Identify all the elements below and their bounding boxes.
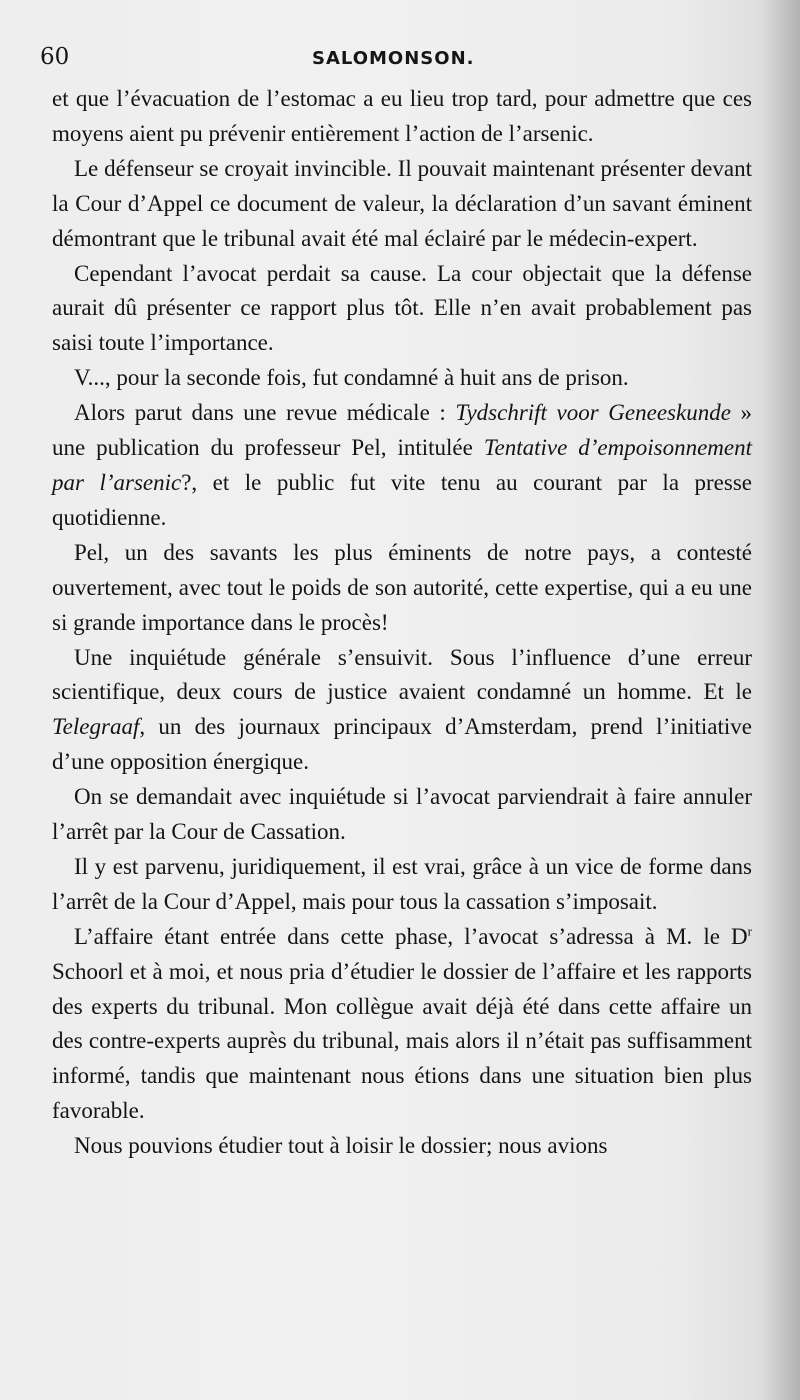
text-run: ?, et le public fut vite tenu au courant par la presse quotidienne. (52, 469, 752, 530)
text-run: Cependant l’avocat perdait sa cause. La cour objectait que la défense aurait dû présenter ce rapport plus tôt. Elle n’en avait probablement pas saisi toute l’importance. (52, 260, 752, 356)
italic-text: Tentative d’empoisonnement par l’arsenic (52, 435, 752, 495)
text-run: Il y est parvenu, juridiquement, il est vrai, grâce à un vice de forme dans l’arrêt de la Cour d’Appel, mais pour tous la cassation s’imposait. (52, 853, 752, 914)
paragraph-p11 (52, 1129, 752, 1164)
text-run: Nous pouvions étudier tout à loisir le dossier; nous avions (74, 1133, 608, 1159)
paragraph-p7 (52, 641, 752, 781)
text-run: Une inquiétude générale s’ensuivit. Sous l’influence d’une erreur scientifique, deux cours de justice avaient condamné un homme. Et le (52, 644, 752, 705)
text-run: » une publication du professeur Pel, intitulée (52, 400, 752, 461)
paragraph-p10 (52, 920, 752, 1129)
paragraph-p6 (52, 536, 752, 641)
paragraph-p9 (52, 850, 752, 920)
text-run: Pel, un des savants les plus éminents de notre pays, a contesté ouvertement, avec tout le poids de son autorité, cette expertise, qui a eu une si grande importance dans le procès! (52, 539, 752, 635)
text-run: et que l’évacuation de l’estomac a eu lieu trop tard, pour admettre que ces moyens aient pu prévenir entièrement l’action de l’arsenic. (52, 86, 752, 146)
running-title: SALOMONSON. (312, 48, 475, 69)
italic-text: Tydschrift voor Geneeskunde (455, 400, 731, 426)
paragraph-p2 (52, 152, 752, 257)
paragraph-p5 (52, 396, 752, 536)
paragraph-p4 (52, 361, 752, 396)
page-header (40, 44, 740, 76)
body-text (52, 82, 752, 1164)
text-run: , un des journaux principaux d’Amsterdam, prend l’initiative d’une opposition énergique. (52, 714, 752, 775)
text-run: Alors parut dans une revue médicale : (74, 400, 456, 426)
page-gutter-shadow (760, 0, 800, 1400)
text-run: V..., pour la seconde fois, fut condamné à huit ans de prison. (74, 365, 629, 391)
italic-text: Telegraaf (52, 714, 140, 740)
text-run: Schoorl et à moi, et nous pria d’étudier le dossier de l’affaire et les rapports des experts du tribunal. Mon collègue avait déjà été dans cette affaire un des contre-experts auprès du tribunal, mais alors il n’était pas suffisamment informé, tandis que maintenant nous étions dans une situation bien plus favorable. (52, 958, 752, 1124)
paragraph-p8 (52, 780, 752, 850)
text-run: Le défenseur se croyait invincible. Il pouvait maintenant présenter devant la Cour d’Appel ce document de valeur, la déclaration d’un savant éminent démontrant que le tribunal avait été mal éclairé par le médecin-expert. (52, 155, 752, 251)
page-number: 60 (40, 44, 70, 70)
text-run: L’affaire étant entrée dans cette phase, l’avocat s’adressa à M. le D (74, 923, 748, 949)
text-run: On se demandait avec inquiétude si l’avocat parviendrait à faire annuler l’arrêt par la Cour de Cassation. (52, 784, 752, 845)
superscript-text: r (747, 923, 752, 939)
paragraph-p3 (52, 257, 752, 362)
paragraph-p1 (52, 82, 752, 152)
